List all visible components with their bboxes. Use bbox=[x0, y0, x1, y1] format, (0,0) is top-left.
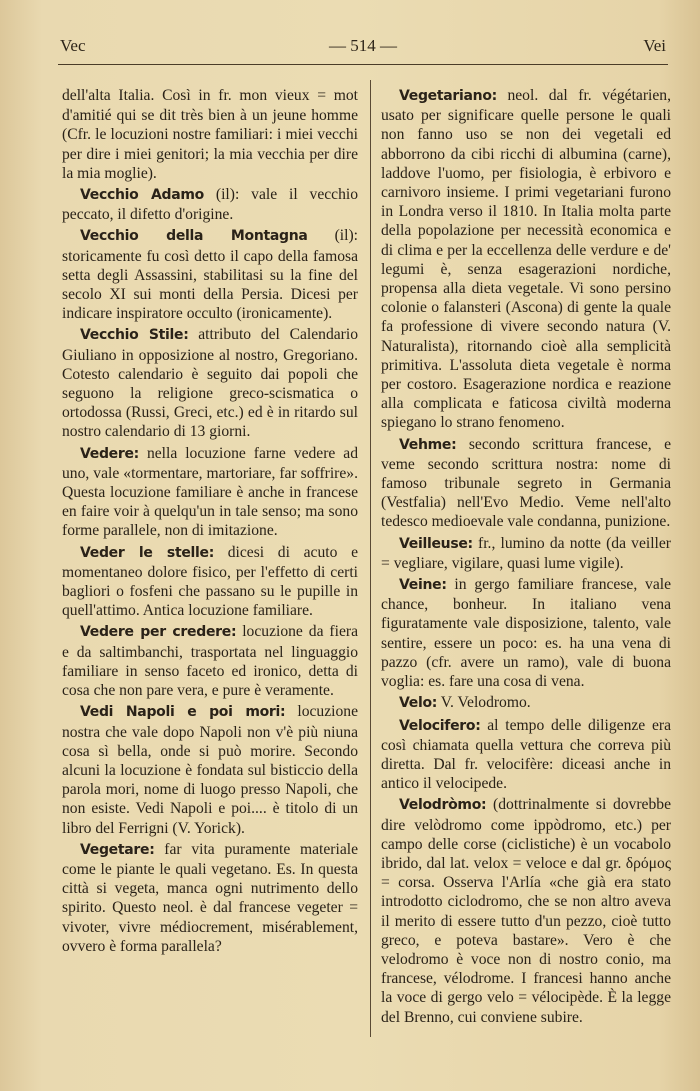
dictionary-entry bbox=[62, 840, 358, 956]
entry-text: dell'alta Italia. Così in fr. mon vieux = mot d'amitié qui se dit très bien à un jeune homme (Cfr. le locuzioni nostre familiari: i miei vecchi per dire i miei genitori; la mia vecchia per dire la mia moglie). bbox=[62, 87, 358, 182]
left-column bbox=[62, 86, 358, 958]
entry-headword: Vedi Napoli e poi mori: bbox=[80, 704, 286, 721]
dictionary-entry bbox=[62, 444, 358, 541]
entry-headword: Veder le stelle: bbox=[80, 544, 215, 561]
entry-text: far vita puramente materiale come le piante le quali vegetano. Es. In questa città si vegeta, manca ogni nutrimento dello spirito. Questo neol. è dal francese vegeter = vivoter, vivre médiocrement, misérablement, ovvero è forma parallela? bbox=[62, 840, 358, 955]
right-column bbox=[381, 86, 671, 1029]
entry-headword: Veine: bbox=[399, 577, 447, 594]
running-header bbox=[60, 36, 666, 58]
entry-headword: Vedere: bbox=[80, 445, 139, 462]
entry-headword: Velo: bbox=[399, 695, 438, 712]
entry-headword: Vedere per credere: bbox=[80, 624, 237, 641]
entry-headword: Vegetariano: bbox=[399, 88, 497, 104]
dictionary-entry bbox=[62, 622, 358, 700]
entry-text: neol. dal fr. végétarien, usato per significare quelle persone le quali non fanno uso se non dei vegetali ed abborrono da cibi ricchi di albumina (carne), laddove l'uomo, per fisiologia, è erbivoro e carnivoro insieme. I primi vegetariani furono in Londra verso il 1810. In Italia molta parte della popolazione per necessità economica e di clima e per la eccellenza delle verdure e de' legumi è, senza esagerazioni nordiche, propensa alla dieta vegetale. Vi sono persino colonie o falansteri (Ascona) di gente la quale fa professione di vivere secondo natura (V. Naturalista), ritornando cioè alla semplicità primitiva. L'assoluta dieta vegetale è norma per costoro. Esagerazione nordica e reazione alla complicata e faticosa civiltà moderna spiegano lo strano fenomeno. bbox=[381, 87, 671, 432]
entry-headword: Veilleuse: bbox=[399, 535, 473, 552]
entry-text: locuzione da fiera e da saltimbanchi, trasportata nel linguaggio familiare in senso faceto ed ironico, detta di cosa che non pare vera, e pure è veramente. bbox=[62, 623, 358, 700]
dictionary-entry bbox=[381, 795, 671, 1026]
entry-headword: Vegetare: bbox=[80, 841, 155, 858]
entry-headword: Velocifero: bbox=[399, 717, 481, 734]
entry-text: attributo del Calendario Giuliano in opposizione al nostro, Gregoriano. Cotesto calendario è seguito dai popoli che seguono la religione greco-scismatica o ortodossa (Russi, Greci, etc.) ed è in ritardo sul nostro calendario di 13 giorni. bbox=[62, 326, 358, 441]
entry-text: nella locuzione farne vedere ad uno, vale «tormentare, martoriare, far soffrire». Questa locuzione familiare è anche in francese en faire voir à quelqu'un in tale senso; ma sono forme parallele, non di imitazione. bbox=[62, 444, 358, 540]
column-divider bbox=[370, 80, 371, 1037]
dictionary-entry bbox=[62, 543, 358, 621]
entry-headword: Velodròmo: bbox=[399, 797, 487, 814]
dictionary-entry bbox=[62, 86, 358, 183]
header-right-guideword: Vei bbox=[643, 36, 666, 55]
dictionary-entry bbox=[62, 185, 358, 224]
entry-text: secondo scrittura francese, e veme secondo scrittura nostra: nome di famoso tribunale segreto in Germania (Vestfalia) nell'Evo Medio. Veme nell'alto tedesco medioevale vale condanna, punizione. bbox=[381, 435, 671, 531]
entry-text: in gergo familiare francese, vale chance, bonheur. In italiano vena figuratamente vale disposizione, talento, vale sentire, essere un poco: es. ha una vena di pazzo (cfr. avere un ramo), vale di buona voglia: es. fare una cosa di vena. bbox=[381, 576, 672, 691]
entry-headword: Vecchio Adamo bbox=[80, 187, 205, 204]
dictionary-entry bbox=[62, 702, 358, 837]
dictionary-entry bbox=[381, 534, 671, 573]
header-rule bbox=[58, 64, 668, 65]
dictionary-entry bbox=[381, 575, 671, 691]
entry-text: fr., lumino da notte (da veiller = vegliare, vigilare, quasi lume vigile). bbox=[381, 534, 671, 572]
header-left-guideword: Vec bbox=[60, 36, 86, 55]
dictionary-entry bbox=[62, 226, 358, 323]
entry-text: (il): storicamente fu così detto il capo della famosa setta degli Assassini, stabilitasi su la fine del secolo XI sui monti della Persia. Dicesi per indicare inspiratore occulto (ironicamente). bbox=[62, 227, 358, 323]
entry-headword: Vehme: bbox=[399, 436, 457, 453]
entry-text: (dottrinalmente si dovrebbe dire velòdromo come ippòdromo, etc.) per campo delle corse (ciclistiche) è un vocabolo ibrido, dal lat. velox = veloce e dal gr. δρόμος = corsa. Osserva l'Arlía «che già era stato introdotto ciclodromo, che se non altro aveva il merito di essere tutto d'un pezzo, cioè tutto greco, e poteva bastare». Vero è che velodromo è voce non di nostro conio, ma francese, vélodrome. I francesi hanno anche la voce di gergo velo = vélocipède. È la legge del Brenno, cui conviene subire. bbox=[381, 796, 671, 1026]
page-number: — 514 — bbox=[329, 36, 397, 55]
dictionary-entry bbox=[381, 693, 671, 713]
entry-text: al tempo delle diligenze era così chiamata quella vettura che correva più diretta. Dal fr. velocifère: diceasi anche in antico il velocipede. bbox=[381, 716, 671, 793]
entry-text: locuzione nostra che vale dopo Napoli non v'è più niuna cosa sì bella, onde si può morire. Secondo alcuni la locuzione è fondata sul bisticcio della parola mori, nome di luogo presso Napoli, che non esiste. Vedi Napoli e poi.... è titolo di un libro del Ferrigni (V. Yorick). bbox=[62, 703, 358, 837]
dictionary-entry bbox=[381, 435, 671, 532]
dictionary-entry bbox=[381, 716, 671, 794]
entry-text: V. Velodromo. bbox=[440, 694, 531, 712]
entry-text: dicesi di acuto e momentaneo dolore fisico, per l'effetto di certi bagliori o fosfeni che passano su le pupille in quell'attimo. Antica locuzione familiare. bbox=[62, 543, 358, 620]
entry-headword: Vecchio Stile: bbox=[80, 327, 189, 344]
dictionary-entry bbox=[381, 86, 671, 433]
entry-text: (il): vale il vecchio peccato, il difetto d'origine. bbox=[62, 186, 359, 224]
entry-headword: Vecchio della Montagna bbox=[80, 228, 308, 245]
dictionary-entry bbox=[62, 325, 358, 441]
